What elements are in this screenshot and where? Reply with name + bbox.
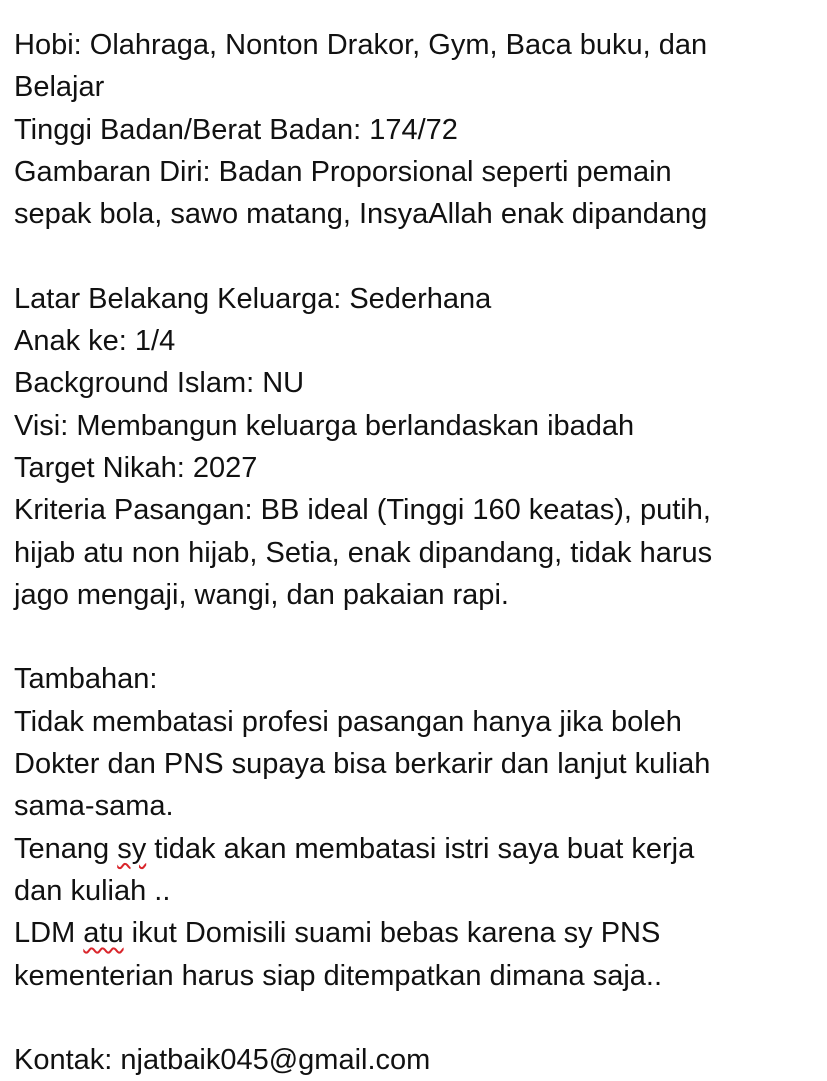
text-line: Hobi: Olahraga, Nonton Drakor, Gym, Baca buku, dan [14,29,708,61]
blank-line [14,235,814,277]
text-line: hijab atu non hijab, Setia, enak dipandang, tidak harus [14,536,713,569]
document-body [14,24,814,1081]
contact-line: Kontak: njatbaik045@gmail.com [14,1044,431,1077]
text-line: sama-sama. [14,790,174,823]
text-line: Latar Belakang Keluarga: Sederhana [14,282,492,315]
spellcheck-flagged-word[interactable]: sy [117,832,147,865]
text-segment: ikut Domisili suami bebas karena sy PNS [123,917,661,950]
text-line: dan kuliah .. [14,874,171,907]
text-line: Anak ke: 1/4 [14,325,176,358]
text-line: Gambaran Diri: Badan Proporsional seperti pemain [14,155,672,188]
text-line: jago mengaji, wangi, dan pakaian rapi. [14,578,509,611]
text-line: Kriteria Pasangan: BB ideal (Tinggi 160 keatas), putih, [14,494,711,527]
text-line [14,912,814,954]
spellcheck-flagged-word[interactable]: atu [83,917,124,950]
text-line: sepak bola, sawo matang, InsyaAllah enak dipandang [14,198,708,231]
blank-line [14,616,814,658]
text-line: Tidak membatasi profesi pasangan hanya jika boleh [14,705,682,738]
text-line: Visi: Membangun keluarga berlandaskan ibadah [14,409,635,442]
text-line: Tinggi Badan/Berat Badan: 174/72 [14,113,458,146]
text-segment: Tenang [14,832,118,865]
text-segment: LDM [14,917,84,950]
blank-line [14,997,814,1039]
text-line: Tambahan: [14,663,158,696]
text-line: Dokter dan PNS supaya bisa berkarir dan lanjut kuliah [14,748,711,781]
text-line [14,828,814,870]
text-line: kementerian harus siap ditempatkan dimana saja.. [14,959,663,992]
text-segment: tidak akan membatasi istri saya buat kerja [146,832,695,865]
text-line: Belajar [14,71,105,104]
text-line: Target Nikah: 2027 [14,451,258,484]
text-line: Background Islam: NU [14,367,305,400]
